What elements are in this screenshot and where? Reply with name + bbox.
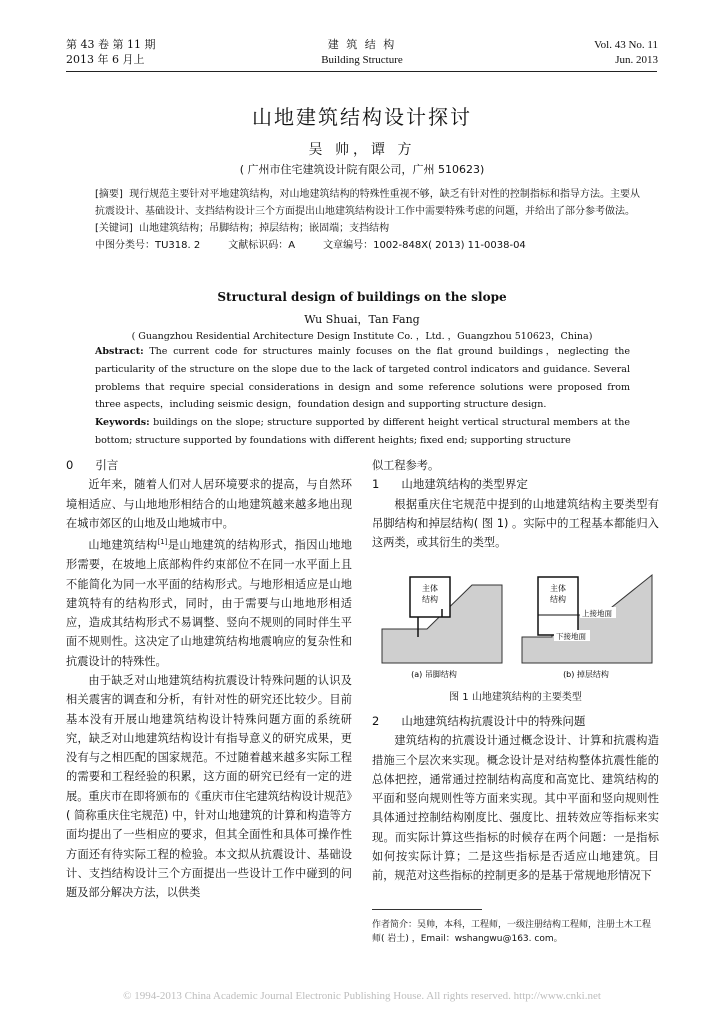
citation-ref-1: [1] <box>157 538 168 547</box>
header-journal-cn: 建 筑 结 构 <box>327 38 397 51</box>
english-authors: Wu Shuai，Tan Fang <box>304 313 420 326</box>
struct-label-b: 结构 <box>550 595 566 604</box>
figure-1b <box>522 575 652 663</box>
paper-affiliation: ( 广州市住宅建筑设计院有限公司，广州 510623) <box>239 163 485 176</box>
doc-code: 文献标识码：A <box>228 240 296 251</box>
english-affiliation: ( Guangzhou Residential Architecture Design Institute Co. ，Ltd. ，Guangzhou 510623，China) <box>131 331 593 342</box>
abstract-cn <box>95 186 640 254</box>
paper-authors: 吴 帅，谭 方 <box>308 142 416 158</box>
section-1-title: 山地建筑结构的类型界定 <box>401 477 528 492</box>
continued-text: 似工程参考。 <box>372 459 440 472</box>
header-date-en: Jun. 2013 <box>615 54 658 66</box>
english-title: Structural design of buildings on the slope <box>217 290 507 304</box>
footnote-rule <box>372 909 482 910</box>
clc-number: 中图分类号：TU318. 2 <box>95 240 201 251</box>
subcaption-b: (b) 掉层结构 <box>563 670 609 679</box>
main-label-a: 主体 <box>422 584 438 593</box>
keywords-en-label: Keywords: <box>95 417 150 429</box>
figure-1a <box>382 577 502 663</box>
header-volume: 第 43 卷 第 11 期 <box>66 38 156 51</box>
section-1-number: 1 <box>372 477 380 492</box>
intro-para-2 <box>66 533 352 671</box>
abstract-cn-text: 现行规范主要针对平地建筑结构，对山地建筑结构的特殊性重视不够，缺乏有针对性的控制指标和指导方法。主要从抗震设计、基础设计、支挡结构设计三个方面提出山地建筑结构设计工作中需要特殊考虑的问题，并给出了部分参考做法。 <box>95 189 641 217</box>
main-label-b: 主体 <box>550 584 566 593</box>
lower-ground-label: 下接地面 <box>556 632 586 641</box>
abstract-en <box>95 343 630 450</box>
section-2-number: 2 <box>372 714 380 728</box>
intro-para-3: 由于缺乏对山地建筑结构抗震设计特殊问题的认识及相关震害的调查和分析，有针对性的研究还比较少。目前基本没有开展山地建筑结构设计特殊问题方面的系统研究，缺乏对山地建筑结构设计有指导意义的研究成果，更没有与之相匹配的国家规范。不过随着越来越多实际工程的需要和工程经验的积累，这方面的研究已经有一定的进展。重庆市在即将颁布的《重庆市住宅建筑结构设计规范》( 简称重庆住宅规范) 中，针对山地建筑的计算和构造等方面均提出了一些相应的要求，但其全面性和具体可操作性方面还有待实际工程的检验。本文拟从抗震设计、基础设计、支挡结构设计三个方面提出一些设计工作中碰到的问题及部分解决方法，以供类 <box>66 674 352 900</box>
section-1-heading <box>372 475 659 494</box>
figure-1 <box>372 565 659 683</box>
section-2-title: 山地建筑结构抗震设计中的特殊问题 <box>401 714 586 728</box>
section-0-number: 0 <box>66 458 74 472</box>
subcaption-a: (a) 吊脚结构 <box>411 670 457 679</box>
author-footnote: 作者简介：吴帅，本科，工程师，一级注册结构工程师，注册土木工程师( 岩土) ，Email：wshangwu@163. com。 <box>372 920 652 944</box>
right-column-top <box>372 456 659 552</box>
section-0-heading <box>66 456 352 475</box>
intro-para-1: 近年来，随着人们对人居环境要求的提高，与自然环境相适应、与山地地形相结合的山地建筑越来越多地出现在城市郊区的山地及山地城市中。 <box>66 478 352 530</box>
header-journal-en: Building Structure <box>321 54 403 66</box>
intro-para-2a: 山地建筑结构 <box>88 538 158 552</box>
section-1-para: 根据重庆住宅规范中提到的山地建筑结构主要类型有吊脚结构和掉层结构( 图 1) 。实际中的工程基本都能归入这两类，或其衍生的类型。 <box>372 497 659 550</box>
header-rule <box>66 71 657 72</box>
paper-title: 山地建筑结构设计探讨 <box>252 105 472 129</box>
struct-label-a: 结构 <box>422 595 438 604</box>
section-0-title: 引言 <box>95 458 119 472</box>
abstract-en-text: The current code for structures mainly focuses on the flat ground buildings，neglecting the particularity of the structure on the slope due to the lack of targeted control indicators and guidance. Several problems that require special considerations in design and some reference solutions were proposed from three aspects，including seismic design，foundation design and supporting structure design. <box>95 346 630 411</box>
keywords-cn-label: [关键词] <box>95 223 133 234</box>
article-number: 文章编号：1002-848X( 2013) 11-0038-04 <box>323 240 526 251</box>
abstract-en-label: Abstract: <box>95 346 144 357</box>
keywords-cn: 山地建筑结构；吊脚结构；掉层结构；嵌固端；支挡结构 <box>139 223 390 234</box>
upper-ground-label: 上接地面 <box>582 609 612 618</box>
section-2-heading <box>372 712 659 731</box>
copyright-watermark: © 1994-2013 China Academic Journal Electronic Publishing House. All rights reserved. http://www.cnki.net <box>123 990 601 1002</box>
left-column <box>66 456 352 903</box>
right-column-bottom <box>372 712 659 886</box>
intro-para-2b: 是山地建筑的结构形式，指因山地地形需要，在坡地上底部构件约束部位不在同一水平面上且不能简化为同一水平面的结构形式。与地形相适应是山地建筑特有的结构形式，同时，由于需要与山地地形相适应，造成其结构形式不易调整、竖向不规则的同时伴生平面不规则性。这决定了山地建筑结构地震响应的复杂性和抗震设计的特殊性。 <box>66 538 352 668</box>
keywords-en: buildings on the slope; structure supported by different height vertical structural members at the bottom; structure supported by foundations with different heights; fixed end; supporting structure <box>95 417 630 446</box>
section-2-para: 建筑结构的抗震设计通过概念设计、计算和抗震构造措施三个层次来实现。概念设计是对结构整体抗震性能的总体把控，通常通过控制结构高度和高宽比、建筑结构的平面和竖向规则性等方面来实现。其中平面和竖向规则性具体通过控制结构刚度比、强度比、扭转效应等指标来实现。而实际计算这些指标的时候存在两个问题：一是指标如何按实际计算；二是这些指标是否适应山地建筑。目前，规范对这些指标的控制更多的是基于常规地形情况下 <box>372 734 659 883</box>
header-date: 2013 年 6 月上 <box>66 53 145 66</box>
header-vol-en: Vol. 43 No. 11 <box>594 39 658 51</box>
abstract-cn-label: [摘要] <box>95 189 123 200</box>
figure-1-caption: 图 1 山地建筑结构的主要类型 <box>449 692 582 703</box>
